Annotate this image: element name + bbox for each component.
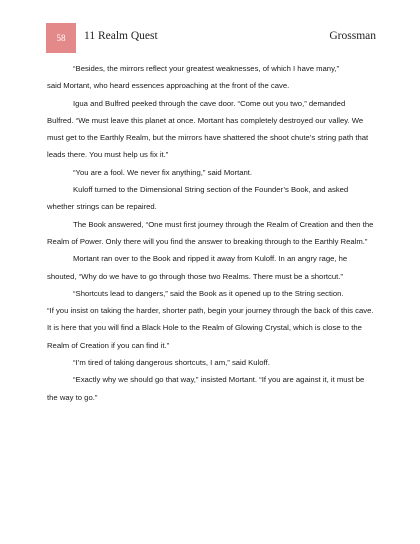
page-number-badge	[46, 23, 76, 53]
paragraph: Kuloff turned to the Dimensional String section of the Founder’s Book, and asked	[73, 185, 349, 195]
paragraph: “Shortcuts lead to dangers,” said the Book as it opened up to the String section.	[73, 288, 344, 298]
paragraph: “Besides, the mirrors reflect your greatest weaknesses, of which I have many,”	[73, 64, 340, 73]
paragraph: whether strings can be repaired.	[47, 202, 157, 212]
paragraph: “Exactly why we should go that way,” insisted Mortant. “If you are against it, it must be the way to go.”	[47, 375, 365, 402]
running-author: Grossman	[329, 30, 376, 42]
page-number: 58	[56, 33, 66, 43]
paragraph: Igua and Bulfred peeked through the cave door. “Come out you two,” demanded	[73, 98, 346, 108]
paragraph: “I’m tired of taking dangerous shortcuts, I am,” said Kuloff.	[73, 358, 270, 368]
paragraph: “You are a fool. We never fix anything,” said Mortant.	[73, 167, 253, 177]
paragraph: The Book answered, “One must first journey through the Realm of Creation and then the Realm of Power. Only there will you find the answer to breaking through to the Earthly Realm.”	[47, 219, 374, 246]
paragraph: said Mortant, who heard essences approaching at the front of the cave.	[47, 81, 290, 91]
running-title: 11 Realm Quest	[84, 30, 158, 42]
paragraph: Mortant ran over to the Book and ripped it away from Kuloff. In an angry rage, he shouted, “Why do we have to go through those two Realms. There must be a shortcut.”	[47, 254, 348, 281]
paragraph: Bulfred. “We must leave this planet at once. Mortant has completely destroyed our valley. We must get to the Earthly Realm, but the mirrors have shattered the shoot chute’s string path that leads there. You must help us fix it.”	[47, 115, 369, 160]
body-text	[47, 60, 377, 406]
paragraph: “If you insist on taking the harder, shorter path, begin your journey through the back of this cave. It is here that you will find a Black Hole to the Realm of Glowing Crystal, which is close to the Realm of Creation if you can find it.”	[47, 306, 374, 350]
